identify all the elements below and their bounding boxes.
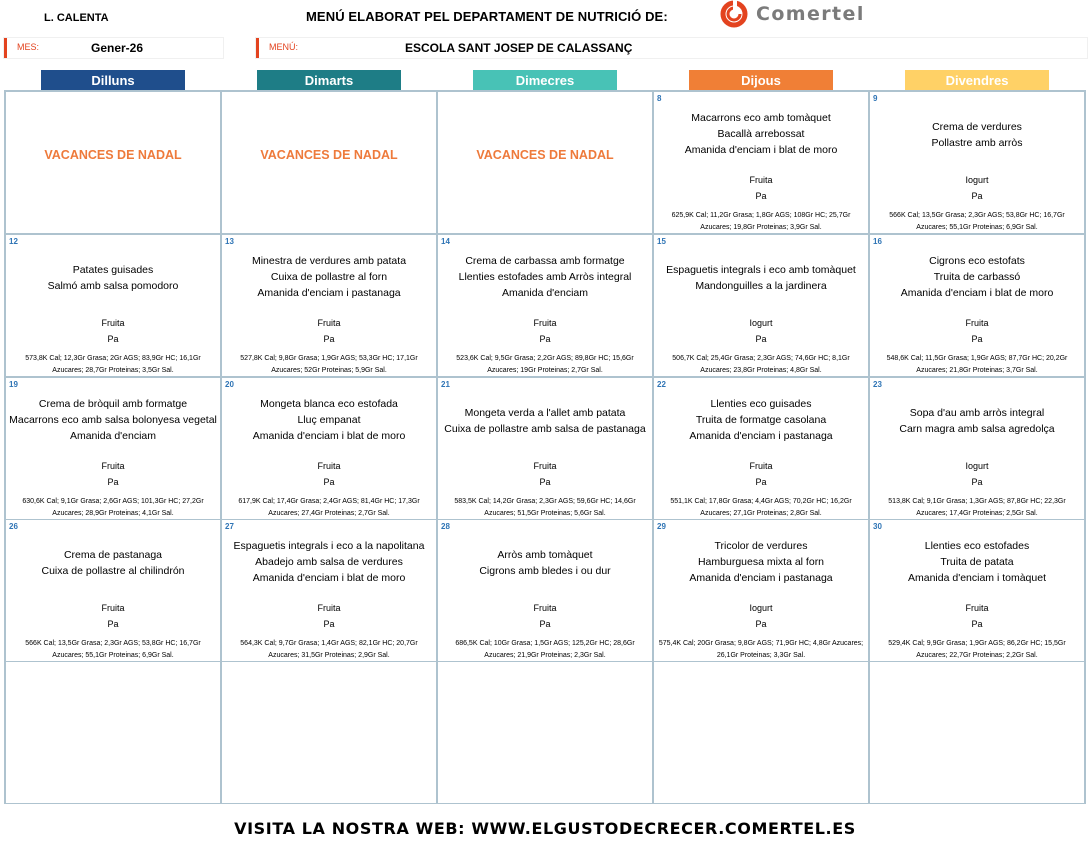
nutrition-line: Azucares; 51,5Gr Proteinas; 5,6Gr Sal. — [484, 510, 606, 517]
dish-item: Salmó amb salsa pomodoro — [47, 280, 179, 292]
dish-item: Amanida d'enciam i pastanaga — [257, 287, 401, 299]
nutrition-info — [8, 353, 218, 376]
day-number: 19 — [9, 380, 18, 389]
extra-item: Pa — [755, 619, 767, 629]
menu-day-cell — [6, 92, 220, 233]
dish-item: Mongeta verda a l'allet amb patata — [464, 407, 626, 419]
dish-list — [870, 253, 1084, 301]
holiday-label: VACANCES DE NADAL — [476, 148, 614, 162]
extra-item: Pa — [971, 334, 983, 344]
nutrition-line: Azucares; 55,1Gr Proteinas; 6,9Gr Sal. — [52, 652, 174, 659]
dish-item: Hamburguesa mixta al forn — [697, 556, 825, 568]
nutrition-line: Azucares; 28,9Gr Proteinas; 4,1Gr Sal. — [52, 510, 174, 517]
extra-item: Fruita — [965, 318, 989, 328]
day-number: 14 — [441, 237, 450, 246]
dish-item: Tricolor de verdures — [714, 540, 808, 552]
nutrition-line: Azucares; 28,7Gr Proteinas; 3,5Gr Sal. — [52, 367, 174, 374]
dish-item: Amanida d'enciam i blat de moro — [684, 144, 838, 156]
dish-list — [654, 110, 868, 158]
day-number: 9 — [873, 94, 878, 103]
menu-day-cell — [654, 520, 868, 661]
extra-item: Pa — [323, 477, 335, 487]
dish-list — [6, 547, 220, 579]
extra-item: Fruita — [317, 461, 341, 471]
day-number: 15 — [657, 237, 666, 246]
extra-item: Fruita — [101, 603, 125, 613]
menu-day-cell — [654, 378, 868, 519]
nutrition-line: 686,5K Cal; 10Gr Grasa; 1,5Gr AGS; 125,2Gr HC; 28,6Gr — [455, 640, 635, 647]
dish-list — [654, 538, 868, 586]
extra-item: Pa — [755, 334, 767, 344]
extras-list — [6, 600, 220, 632]
holiday-label: VACANCES DE NADAL — [260, 148, 398, 162]
dish-item: Mongeta blanca eco estofada — [260, 398, 398, 410]
dish-list — [222, 538, 436, 586]
extra-item: Pa — [755, 477, 767, 487]
brand-logo — [720, 0, 865, 28]
extras-list — [222, 315, 436, 347]
menu-day-cell — [438, 662, 652, 803]
nutrition-info — [656, 638, 866, 661]
dish-list — [870, 119, 1084, 151]
menu-day-cell — [870, 520, 1084, 661]
nutrition-line: Azucares; 21,9Gr Proteinas; 2,3Gr Sal. — [484, 652, 606, 659]
nutrition-line: Azucares; 23,8Gr Proteinas; 4,8Gr Sal. — [700, 367, 822, 374]
nutrition-line: 548,6K Cal; 11,5Gr Grasa; 1,9Gr AGS; 87,7Gr HC; 20,2Gr — [886, 355, 1068, 362]
day-header-dimecres: Dimecres — [473, 70, 617, 90]
extras-list — [222, 600, 436, 632]
extra-item: Pa — [971, 477, 983, 487]
nutrition-info — [224, 638, 434, 661]
nutrition-line: 575,4K Cal; 20Gr Grasa; 9,8Gr AGS; 71,9Gr HC; 4,8Gr Azucares; — [658, 640, 864, 647]
nutrition-line: 551,1K Cal; 17,8Gr Grasa; 4,4Gr AGS; 70,2Gr HC; 16,2Gr — [670, 498, 852, 505]
day-number: 28 — [441, 522, 450, 531]
dish-item: Abadejo amb salsa de verdures — [255, 556, 403, 568]
nutrition-info — [224, 496, 434, 519]
dish-item: Carn magra amb salsa agredolça — [899, 423, 1055, 435]
nutrition-line: Azucares; 55,1Gr Proteinas; 6,9Gr Sal. — [916, 224, 1038, 231]
extra-item: Iogurt — [749, 318, 773, 328]
extra-item: Pa — [755, 191, 767, 201]
dish-item: Truita de patata — [940, 556, 1014, 568]
day-number: 21 — [441, 380, 450, 389]
nutrition-line: 566K Cal; 13,5Gr Grasa; 2,3Gr AGS; 53,8Gr HC; 16,7Gr — [25, 640, 201, 647]
dish-list — [438, 547, 652, 579]
dish-list — [654, 396, 868, 444]
nutrition-line: Azucares; 17,4Gr Proteinas; 2,5Gr Sal. — [916, 510, 1038, 517]
dish-item: Amanida d'enciam i tomàquet — [908, 572, 1046, 584]
nutrition-info — [440, 353, 650, 376]
menu-day-cell — [438, 92, 652, 233]
dish-list — [6, 262, 220, 294]
extra-item: Fruita — [101, 318, 125, 328]
dish-item: Cuixa de pollastre al chilindrón — [41, 565, 185, 577]
day-number: 12 — [9, 237, 18, 246]
dish-item: Llenties estofades amb Arròs integral — [458, 271, 632, 283]
day-header-divendres: Divendres — [905, 70, 1049, 90]
extras-list — [6, 458, 220, 490]
dish-item: Amanida d'enciam — [69, 430, 157, 442]
nutrition-line: 566K Cal; 13,5Gr Grasa; 2,3Gr AGS; 53,8Gr HC; 16,7Gr — [889, 212, 1065, 219]
day-number: 20 — [225, 380, 234, 389]
extra-item: Pa — [539, 477, 551, 487]
dish-item: Patates guisades — [72, 264, 154, 276]
nutrition-line: 564,3K Cal; 9,7Gr Grasa; 1,4Gr AGS; 82,1Gr HC; 20,7Gr — [240, 640, 418, 647]
brand-name: Comertel — [756, 3, 865, 25]
menu-box — [256, 38, 1087, 58]
menu-day-cell — [222, 235, 436, 376]
extra-item: Fruita — [533, 318, 557, 328]
nutrition-line: Azucares; 27,1Gr Proteinas; 2,8Gr Sal. — [700, 510, 822, 517]
dish-item: Macarrons eco amb salsa bolonyesa vegetal — [9, 414, 217, 426]
extra-item: Fruita — [749, 461, 773, 471]
day-number: 16 — [873, 237, 882, 246]
nutrition-line: 529,4K Cal; 9,9Gr Grasa; 1,9Gr AGS; 86,2Gr HC; 15,5Gr — [888, 640, 1066, 647]
menu-day-cell — [6, 378, 220, 519]
dish-item: Mandonguilles a la jardinera — [695, 280, 827, 292]
dish-list — [870, 405, 1084, 437]
extra-item: Pa — [323, 334, 335, 344]
dish-item: Amanida d'enciam i pastanaga — [689, 430, 833, 442]
menu-type-label: L. CALENTA — [44, 12, 109, 24]
nutrition-info — [872, 353, 1082, 376]
day-number: 26 — [9, 522, 18, 531]
nutrition-info — [872, 638, 1082, 661]
menu-value: ESCOLA SANT JOSEP DE CALASSANÇ — [405, 41, 633, 55]
nutrition-line: 617,9K Cal; 17,4Gr Grasa; 2,4Gr AGS; 81,4Gr HC; 17,3Gr — [238, 498, 420, 505]
extra-item: Pa — [107, 477, 119, 487]
nutrition-line: Azucares; 19,8Gr Proteinas; 3,9Gr Sal. — [700, 224, 822, 231]
nutrition-info — [656, 496, 866, 519]
dish-item: Sopa d'au amb arròs integral — [909, 407, 1045, 419]
dish-item: Crema de carbassa amb formatge — [465, 255, 625, 267]
dish-item: Crema de pastanaga — [63, 549, 163, 561]
dish-list — [870, 538, 1084, 586]
extra-item: Pa — [107, 334, 119, 344]
day-header-dijous: Dijous — [689, 70, 833, 90]
dish-item: Minestra de verdures amb patata — [251, 255, 407, 267]
dish-item: Cigrons amb bledes i ou dur — [479, 565, 611, 577]
month-label: MES: — [17, 42, 40, 52]
menu-day-cell — [6, 662, 220, 803]
dish-item: Amanida d'enciam i blat de moro — [900, 287, 1054, 299]
menu-day-cell — [870, 662, 1084, 803]
nutrition-line: 527,8K Cal; 9,8Gr Grasa; 1,9Gr AGS; 53,3Gr HC; 17,1Gr — [240, 355, 418, 362]
dish-item: Macarrons eco amb tomàquet — [691, 112, 831, 124]
dish-item: Crema de bròquil amb formatge — [38, 398, 188, 410]
menu-day-cell — [222, 662, 436, 803]
extra-item: Pa — [323, 619, 335, 629]
menu-day-cell — [6, 520, 220, 661]
month-value: Gener-26 — [91, 41, 144, 55]
nutrition-line: Azucares; 31,5Gr Proteinas; 2,9Gr Sal. — [268, 652, 390, 659]
dish-list — [438, 405, 652, 437]
extra-item: Iogurt — [965, 175, 989, 185]
extra-item: Fruita — [101, 461, 125, 471]
nutrition-line: Azucares; 27,4Gr Proteinas; 2,7Gr Sal. — [268, 510, 390, 517]
nutrition-info — [872, 210, 1082, 233]
nutrition-info — [8, 638, 218, 661]
day-number: 29 — [657, 522, 666, 531]
nutrition-line: Azucares; 22,7Gr Proteinas; 2,2Gr Sal. — [916, 652, 1038, 659]
dish-item: Crema de verdures — [932, 121, 1022, 133]
dish-list — [438, 253, 652, 301]
footer-website: VISITA LA NOSTRA WEB: WWW.ELGUSTODECRECER.COMERTEL.ES — [234, 819, 856, 838]
dish-item: Llenties eco estofades — [924, 540, 1030, 552]
extras-list — [6, 315, 220, 347]
nutrition-line: Azucares; 19Gr Proteinas; 2,7Gr Sal. — [487, 367, 603, 374]
extra-item: Fruita — [317, 603, 341, 613]
day-number: 13 — [225, 237, 234, 246]
extra-item: Pa — [107, 619, 119, 629]
menu-day-cell — [654, 92, 868, 233]
dish-item: Pollastre amb arròs — [931, 137, 1023, 149]
extras-list — [870, 172, 1084, 204]
extra-item: Fruita — [317, 318, 341, 328]
dish-item: Amanida d'enciam i blat de moro — [252, 572, 406, 584]
extra-item: Pa — [971, 619, 983, 629]
month-box — [4, 38, 223, 58]
extras-list — [438, 600, 652, 632]
comertel-logo-icon — [720, 0, 748, 28]
extras-list — [870, 600, 1084, 632]
day-header-dimarts: Dimarts — [257, 70, 401, 90]
dish-item: Llenties eco guisades — [710, 398, 812, 410]
dish-item: Amanida d'enciam i blat de moro — [252, 430, 406, 442]
nutrition-info — [656, 210, 866, 233]
extras-list — [870, 458, 1084, 490]
dish-item: Truita de formatge casolana — [695, 414, 827, 426]
extras-list — [438, 315, 652, 347]
menu-day-cell — [438, 520, 652, 661]
day-header-dilluns: Dilluns — [41, 70, 185, 90]
day-number: 22 — [657, 380, 666, 389]
dish-item: Lluç empanat — [297, 414, 361, 426]
menu-day-cell — [870, 92, 1084, 233]
menu-day-cell — [222, 378, 436, 519]
extra-item: Pa — [539, 619, 551, 629]
page-title: MENÚ ELABORAT PEL DEPARTAMENT DE NUTRICIÓ DE: — [306, 9, 668, 24]
nutrition-info — [872, 496, 1082, 519]
menu-day-cell — [870, 378, 1084, 519]
dish-item: Amanida d'enciam i pastanaga — [689, 572, 833, 584]
extras-list — [654, 315, 868, 347]
nutrition-line: 523,6K Cal; 9,5Gr Grasa; 2,2Gr AGS; 89,8Gr HC; 15,6Gr — [456, 355, 634, 362]
menu-day-cell — [870, 235, 1084, 376]
extras-list — [438, 458, 652, 490]
menu-day-cell — [654, 662, 868, 803]
menu-day-cell — [222, 92, 436, 233]
extras-list — [654, 458, 868, 490]
dish-list — [222, 396, 436, 444]
extra-item: Pa — [539, 334, 551, 344]
nutrition-line: 506,7K Cal; 25,4Gr Grasa; 2,3Gr AGS; 74,6Gr HC; 8,1Gr — [672, 355, 850, 362]
nutrition-info — [8, 496, 218, 519]
dish-item: Arròs amb tomàquet — [497, 549, 593, 561]
day-number: 23 — [873, 380, 882, 389]
dish-item: Amanida d'enciam — [501, 287, 589, 299]
dish-item: Espaguetis integrals i eco amb tomàquet — [666, 264, 856, 276]
menu-label: MENÚ: — [269, 42, 298, 52]
dish-item: Cigrons eco estofats — [929, 255, 1025, 267]
nutrition-info — [224, 353, 434, 376]
dish-list — [654, 262, 868, 294]
extras-list — [654, 600, 868, 632]
menu-day-cell — [438, 235, 652, 376]
dish-list — [222, 253, 436, 301]
nutrition-info — [440, 496, 650, 519]
extra-item: Iogurt — [749, 603, 773, 613]
dish-item: Espaguetis integrals i eco a la napolitana — [233, 540, 425, 552]
extra-item: Fruita — [965, 603, 989, 613]
extras-list — [870, 315, 1084, 347]
menu-day-cell — [654, 235, 868, 376]
menu-day-cell — [6, 235, 220, 376]
dish-item: Bacallà arrebossat — [717, 128, 805, 140]
menu-calendar — [4, 90, 1086, 804]
nutrition-line: 625,9K Cal; 11,2Gr Grasa; 1,8Gr AGS; 108Gr HC; 25,7Gr — [671, 212, 851, 219]
dish-item: Cuixa de pollastre amb salsa de pastanaga — [444, 423, 646, 435]
extra-item: Fruita — [533, 461, 557, 471]
extra-item: Fruita — [533, 603, 557, 613]
dish-item: Cuixa de pollastre al forn — [270, 271, 388, 283]
nutrition-info — [656, 353, 866, 376]
nutrition-line: 26,1Gr Proteinas; 3,3Gr Sal. — [716, 652, 806, 659]
extra-item: Pa — [971, 191, 983, 201]
extra-item: Fruita — [749, 175, 773, 185]
menu-day-cell — [438, 378, 652, 519]
extras-list — [222, 458, 436, 490]
dish-item: Truita de carbassó — [933, 271, 1021, 283]
nutrition-line: 573,8K Cal; 12,3Gr Grasa; 2Gr AGS; 83,9Gr HC; 16,1Gr — [25, 355, 201, 362]
day-number: 8 — [657, 94, 662, 103]
dish-list — [6, 396, 220, 444]
nutrition-line: Azucares; 21,8Gr Proteinas; 3,7Gr Sal. — [916, 367, 1038, 374]
nutrition-line: 513,8K Cal; 9,1Gr Grasa; 1,3Gr AGS; 87,8Gr HC; 22,3Gr — [888, 498, 1066, 505]
extra-item: Iogurt — [965, 461, 989, 471]
nutrition-info — [440, 638, 650, 661]
menu-day-cell — [222, 520, 436, 661]
extras-list — [654, 172, 868, 204]
holiday-label: VACANCES DE NADAL — [44, 148, 182, 162]
nutrition-line: Azucares; 52Gr Proteinas; 5,9Gr Sal. — [271, 367, 387, 374]
nutrition-line: 630,6K Cal; 9,1Gr Grasa; 2,6Gr AGS; 101,3Gr HC; 27,2Gr — [22, 498, 204, 505]
day-number: 30 — [873, 522, 882, 531]
day-number: 27 — [225, 522, 234, 531]
nutrition-line: 583,5K Cal; 14,2Gr Grasa; 2,3Gr AGS; 59,6Gr HC; 14,6Gr — [454, 498, 636, 505]
